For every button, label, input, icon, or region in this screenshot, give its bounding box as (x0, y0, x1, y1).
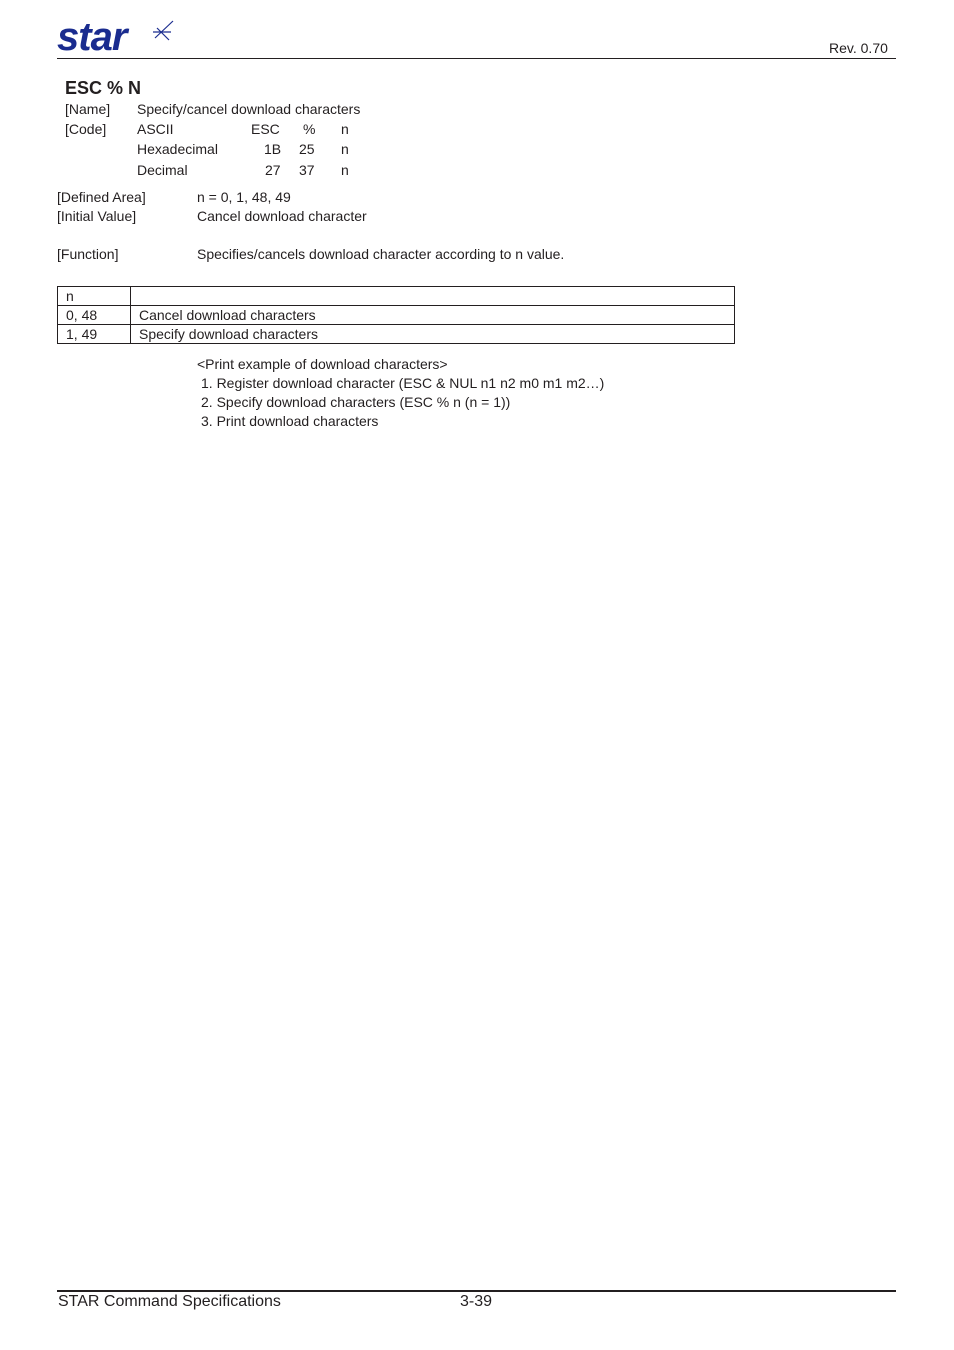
logo-text: star (57, 18, 127, 54)
table-header-row (58, 287, 735, 306)
table-row (58, 325, 735, 344)
header-divider (57, 58, 896, 59)
name-value: Specify/cancel download characters (137, 101, 361, 117)
table-header-n: n (58, 287, 131, 306)
table-header-desc (131, 287, 735, 306)
example-heading: <Print example of download characters> (197, 356, 448, 372)
code-dec-c1: 27 (265, 162, 281, 178)
example-step: 1. Register download character (ESC & NUL n1 n2 m0 m1 m2…) (201, 375, 605, 391)
example-step: 2. Specify download characters (ESC % n (n = 1)) (201, 394, 511, 410)
defined-area-value: n = 0, 1, 48, 49 (197, 189, 291, 205)
code-hex-label: Hexadecimal (137, 141, 218, 157)
footer-divider (57, 1290, 896, 1292)
star-logo (57, 18, 175, 57)
code-ascii-c1: ESC (251, 121, 280, 137)
name-label: [Name] (65, 101, 111, 117)
initial-value-value: Cancel download character (197, 208, 367, 224)
code-hex-c3: n (341, 141, 349, 157)
table-row (58, 306, 735, 325)
code-ascii-c3: n (341, 121, 349, 137)
table-cell-n: 0, 48 (58, 306, 131, 325)
revision-label: Rev. 0.70 (829, 40, 888, 56)
table-cell-desc: Specify download characters (131, 325, 735, 344)
code-hex-c1: 1B (264, 141, 282, 157)
star-logo-graphic (57, 18, 175, 54)
code-label: [Code] (65, 121, 107, 137)
code-ascii-c2: % (303, 121, 316, 137)
code-ascii-label: ASCII (137, 121, 174, 137)
code-hex-c2: 25 (299, 141, 315, 157)
initial-value-label: [Initial Value] (57, 208, 137, 224)
function-value: Specifies/cancels download character according to n value. (197, 246, 565, 262)
command-title: ESC % N (65, 78, 142, 98)
page-number: 3-39 (460, 1293, 493, 1310)
table-cell-desc: Cancel download characters (131, 306, 735, 325)
function-label: [Function] (57, 246, 119, 262)
code-dec-label: Decimal (137, 162, 188, 178)
table-cell-n: 1, 49 (58, 325, 131, 344)
code-dec-c2: 37 (299, 162, 315, 178)
example-step: 3. Print download characters (201, 413, 379, 429)
n-value-table (57, 286, 735, 344)
code-dec-c3: n (341, 162, 349, 178)
footer-doc-title: STAR Command Specifications (58, 1293, 281, 1310)
logo-star-mark-icon (153, 21, 173, 40)
defined-area-label: [Defined Area] (57, 189, 146, 205)
